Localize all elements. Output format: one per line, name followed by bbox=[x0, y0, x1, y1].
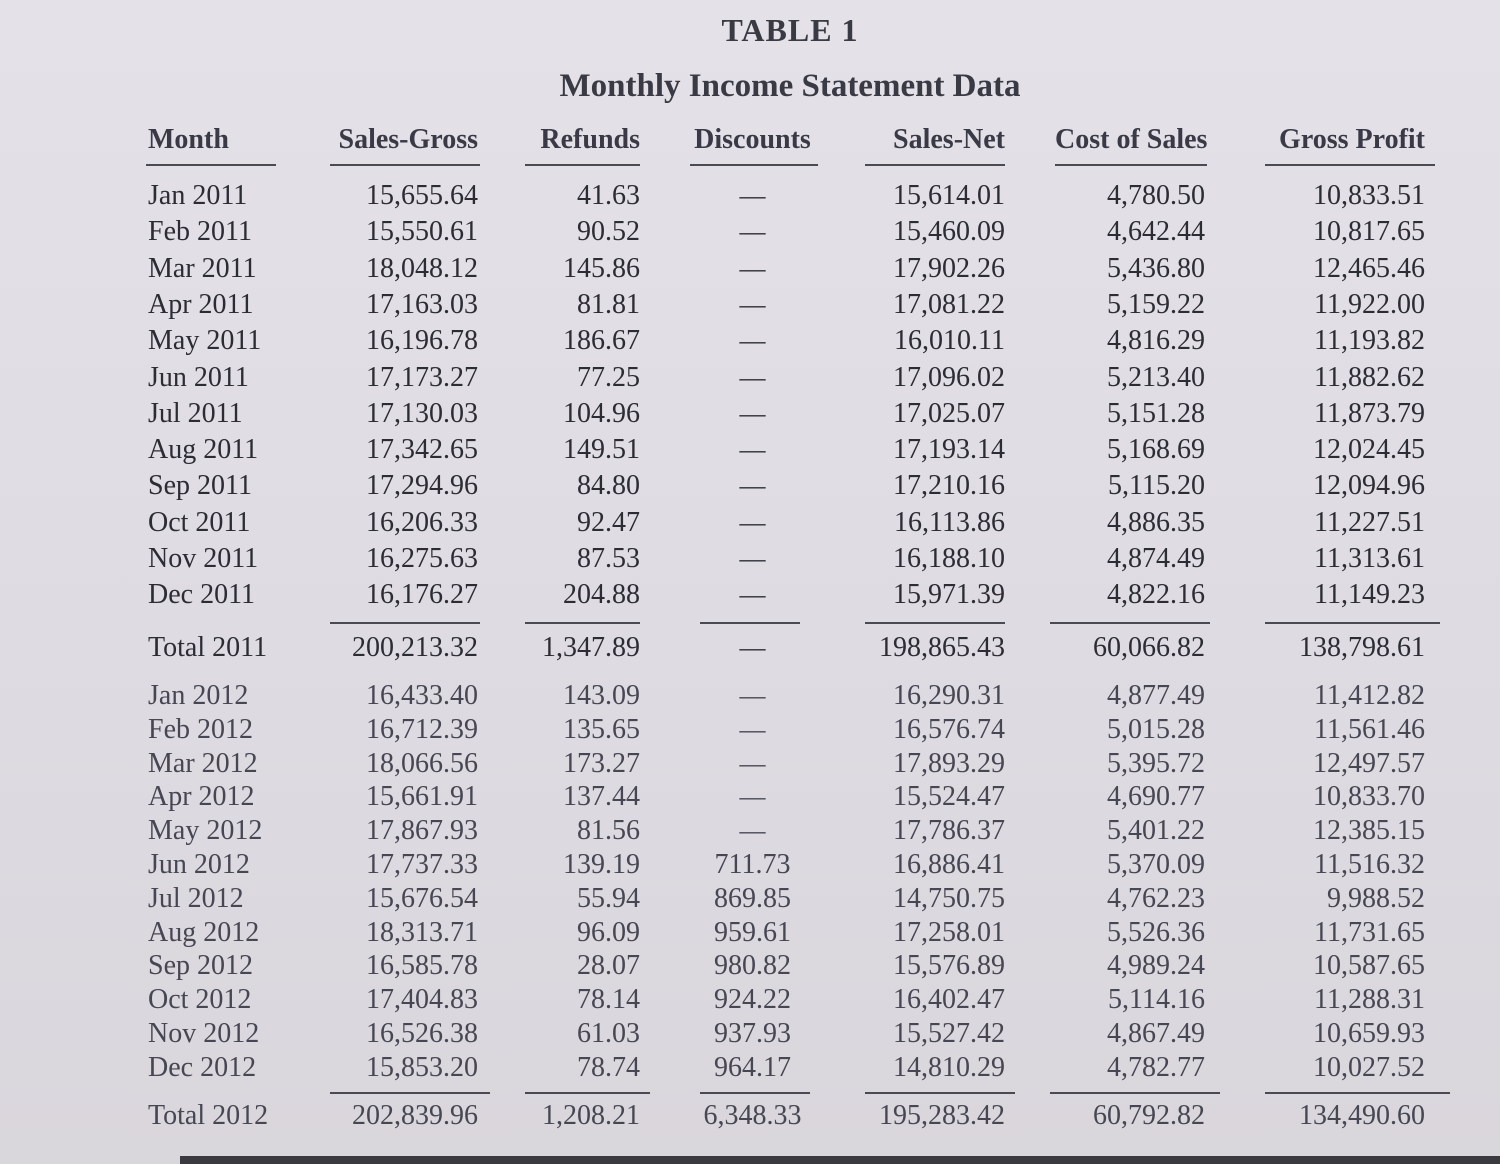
month-cell: Dec 2011 bbox=[148, 579, 256, 611]
sales-gross-cell: 18,066.56 bbox=[366, 747, 478, 779]
subtotal-rule-gross-profit bbox=[1265, 622, 1440, 624]
sales-net-cell: 15,971.39 bbox=[893, 579, 1005, 611]
sales-net-cell: 15,524.47 bbox=[893, 781, 1005, 813]
discounts-cell: — bbox=[739, 580, 766, 610]
sales-gross-cell: 17,130.03 bbox=[366, 397, 478, 429]
discounts-cell: 937.93 bbox=[714, 1018, 791, 1049]
sales-gross-cell: 18,048.12 bbox=[366, 252, 478, 284]
discounts-cell: — bbox=[739, 398, 766, 428]
sales-gross-cell: 17,737.33 bbox=[366, 849, 478, 880]
sales-gross-cell: 17,163.03 bbox=[366, 288, 478, 320]
sales-gross-cell: 16,712.39 bbox=[366, 713, 478, 745]
sales-net-cell: 17,786.37 bbox=[893, 815, 1005, 847]
month-cell: Jan 2011 bbox=[148, 180, 248, 211]
bottom-edge bbox=[180, 1156, 1500, 1164]
cost-of-sales-cell: 4,780.50 bbox=[1107, 180, 1205, 211]
sales-net-cell: 16,886.41 bbox=[893, 849, 1005, 880]
sales-net-cell: 16,113.86 bbox=[894, 506, 1005, 538]
gross-profit-cell: 11,922.00 bbox=[1314, 288, 1425, 320]
month-cell: Oct 2012 bbox=[148, 984, 252, 1016]
subtotal-rule-discounts bbox=[700, 622, 800, 624]
sales-net-cell: 17,081.22 bbox=[893, 288, 1005, 320]
subtotal-rule-sales-gross bbox=[330, 622, 480, 624]
sales-net-cell: 17,210.16 bbox=[893, 470, 1005, 502]
sales-gross-cell: 16,196.78 bbox=[366, 325, 478, 357]
refunds-cell: 137.44 bbox=[563, 781, 640, 813]
sales-gross-cell: 17,342.65 bbox=[366, 434, 478, 466]
total-rule-cost-of-sales bbox=[1050, 1092, 1220, 1094]
gross-profit-cell: 11,288.31 bbox=[1314, 984, 1425, 1016]
gross-profit-cell: 11,561.46 bbox=[1314, 713, 1425, 745]
discounts-cell: — bbox=[739, 471, 766, 501]
cost-of-sales-cell: 4,877.49 bbox=[1107, 680, 1205, 711]
cost-of-sales-cell: 4,816.29 bbox=[1107, 325, 1205, 357]
header-rule-gross-profit bbox=[1265, 164, 1435, 166]
refunds-cell: 104.96 bbox=[563, 397, 640, 429]
gross-profit-cell: 11,516.32 bbox=[1314, 849, 1425, 880]
sales-gross-cell: 15,661.91 bbox=[366, 781, 478, 813]
sales-gross-cell: 16,176.27 bbox=[366, 579, 478, 611]
sales-net-cell: 17,893.29 bbox=[893, 747, 1005, 779]
refunds-cell: 78.14 bbox=[577, 984, 640, 1016]
discounts-cell: — bbox=[739, 253, 766, 283]
refunds-cell: 135.65 bbox=[563, 713, 640, 745]
gross-profit-cell: 12,465.46 bbox=[1313, 252, 1425, 284]
month-cell: Oct 2011 bbox=[148, 506, 251, 538]
header-rule-discounts bbox=[690, 164, 818, 166]
cost-of-sales-cell: 5,114.16 bbox=[1108, 984, 1205, 1016]
gross-profit-cell: 11,412.82 bbox=[1314, 680, 1425, 711]
gross-profit-cell: 12,497.57 bbox=[1313, 747, 1425, 779]
cost-of-sales-cell: 4,989.24 bbox=[1107, 950, 1205, 982]
cost-of-sales-cell: 4,874.49 bbox=[1107, 543, 1205, 574]
sales-net-cell: 14,750.75 bbox=[893, 882, 1005, 914]
refunds-cell: 139.19 bbox=[563, 849, 640, 880]
cost-of-sales-cell: 4,867.49 bbox=[1107, 1018, 1205, 1049]
header-rule-sales-net bbox=[865, 164, 1005, 166]
month-cell: Mar 2012 bbox=[148, 747, 258, 779]
gross-profit-cell: 138,798.61 bbox=[1299, 632, 1425, 663]
gross-profit-cell: 11,873.79 bbox=[1314, 397, 1425, 429]
header-month: Month bbox=[148, 124, 229, 155]
refunds-cell: 81.81 bbox=[577, 288, 640, 320]
refunds-cell: 84.80 bbox=[577, 470, 640, 502]
discounts-cell: 980.82 bbox=[714, 950, 791, 982]
month-cell: Mar 2011 bbox=[148, 252, 257, 284]
gross-profit-cell: 10,027.52 bbox=[1313, 1051, 1425, 1083]
cost-of-sales-cell: 5,015.28 bbox=[1107, 713, 1205, 745]
gross-profit-cell: 12,094.96 bbox=[1313, 470, 1425, 502]
refunds-cell: 41.63 bbox=[577, 180, 640, 211]
sales-gross-cell: 18,313.71 bbox=[366, 916, 478, 948]
subtotal-rule-cost-of-sales bbox=[1050, 622, 1210, 624]
cost-of-sales-cell: 5,115.20 bbox=[1108, 470, 1205, 502]
sales-net-cell: 16,576.74 bbox=[893, 713, 1005, 745]
cost-of-sales-cell: 5,159.22 bbox=[1107, 288, 1205, 320]
cost-of-sales-cell: 4,822.16 bbox=[1107, 579, 1205, 611]
sales-net-cell: 16,010.11 bbox=[894, 325, 1005, 357]
sales-net-cell: 198,865.43 bbox=[879, 632, 1005, 663]
month-cell: Feb 2012 bbox=[148, 713, 253, 745]
sales-gross-cell: 15,676.54 bbox=[366, 882, 478, 914]
sales-net-cell: 16,188.10 bbox=[893, 543, 1005, 574]
month-cell: Aug 2012 bbox=[148, 916, 260, 948]
sales-gross-cell: 16,526.38 bbox=[366, 1018, 478, 1049]
refunds-cell: 1,347.89 bbox=[542, 632, 640, 663]
sales-net-cell: 17,025.07 bbox=[893, 397, 1005, 429]
cost-of-sales-cell: 5,151.28 bbox=[1107, 397, 1205, 429]
header-rule-sales-gross bbox=[330, 164, 480, 166]
cost-of-sales-cell: 5,395.72 bbox=[1107, 747, 1205, 779]
discounts-cell: 711.73 bbox=[714, 849, 791, 880]
total-rule-sales-gross bbox=[330, 1092, 490, 1094]
sales-net-cell: 14,810.29 bbox=[893, 1051, 1005, 1083]
month-cell: Jul 2011 bbox=[148, 397, 243, 429]
sales-net-cell: 17,902.26 bbox=[893, 252, 1005, 284]
refunds-cell: 1,208.21 bbox=[542, 1100, 640, 1131]
discounts-cell: — bbox=[739, 782, 766, 812]
sales-net-cell: 15,614.01 bbox=[893, 180, 1005, 211]
refunds-cell: 81.56 bbox=[577, 815, 640, 847]
sales-gross-cell: 16,433.40 bbox=[366, 680, 478, 711]
cost-of-sales-cell: 5,213.40 bbox=[1107, 361, 1205, 393]
sales-gross-cell: 17,294.96 bbox=[366, 470, 478, 502]
month-cell: Apr 2011 bbox=[148, 288, 254, 320]
sales-gross-cell: 200,213.32 bbox=[352, 632, 478, 663]
refunds-cell: 78.74 bbox=[577, 1051, 640, 1083]
refunds-cell: 149.51 bbox=[563, 434, 640, 466]
sales-net-cell: 195,283.42 bbox=[879, 1100, 1005, 1131]
month-cell: Aug 2011 bbox=[148, 434, 259, 466]
cost-of-sales-cell: 5,526.36 bbox=[1107, 916, 1205, 948]
subtotal-rule-sales-net bbox=[865, 622, 1005, 624]
gross-profit-cell: 11,149.23 bbox=[1314, 579, 1425, 611]
header-sales-gross: Sales-Gross bbox=[338, 124, 478, 155]
month-cell: Total 2012 bbox=[148, 1100, 269, 1131]
sales-net-cell: 17,096.02 bbox=[893, 361, 1005, 393]
header-rule-cost-of-sales bbox=[1055, 164, 1207, 166]
sales-net-cell: 15,460.09 bbox=[893, 216, 1005, 248]
month-cell: Dec 2012 bbox=[148, 1051, 257, 1083]
gross-profit-cell: 11,882.62 bbox=[1314, 361, 1425, 393]
gross-profit-cell: 11,313.61 bbox=[1314, 543, 1425, 574]
cost-of-sales-cell: 4,762.23 bbox=[1107, 882, 1205, 914]
refunds-cell: 61.03 bbox=[577, 1018, 640, 1049]
gross-profit-cell: 10,659.93 bbox=[1313, 1018, 1425, 1049]
gross-profit-cell: 10,817.65 bbox=[1313, 216, 1425, 248]
month-cell: Jan 2012 bbox=[148, 680, 249, 711]
month-cell: Nov 2011 bbox=[148, 543, 259, 574]
refunds-cell: 55.94 bbox=[577, 882, 640, 914]
header-sales-net: Sales-Net bbox=[893, 124, 1005, 155]
month-cell: Jul 2012 bbox=[148, 882, 244, 914]
sales-gross-cell: 17,867.93 bbox=[366, 815, 478, 847]
discounts-cell: 869.85 bbox=[714, 882, 791, 914]
refunds-cell: 77.25 bbox=[577, 361, 640, 393]
sales-gross-cell: 15,550.61 bbox=[366, 216, 478, 248]
discounts-cell: — bbox=[739, 816, 766, 846]
sales-net-cell: 16,402.47 bbox=[893, 984, 1005, 1016]
gross-profit-cell: 11,731.65 bbox=[1314, 916, 1425, 948]
total-rule-discounts bbox=[700, 1092, 810, 1094]
month-cell: Jun 2012 bbox=[148, 849, 250, 880]
month-cell: May 2012 bbox=[148, 815, 263, 847]
sales-gross-cell: 202,839.96 bbox=[352, 1100, 478, 1131]
refunds-cell: 87.53 bbox=[577, 543, 640, 574]
month-cell: Feb 2011 bbox=[148, 216, 252, 248]
gross-profit-cell: 10,833.70 bbox=[1313, 781, 1425, 813]
discounts-cell: — bbox=[739, 289, 766, 319]
month-cell: Sep 2012 bbox=[148, 950, 253, 982]
gross-profit-cell: 134,490.60 bbox=[1299, 1100, 1425, 1131]
sales-net-cell: 17,258.01 bbox=[893, 916, 1005, 948]
sales-gross-cell: 15,853.20 bbox=[366, 1051, 478, 1083]
month-cell: May 2011 bbox=[148, 325, 262, 357]
header-rule-refunds bbox=[525, 164, 640, 166]
header-cost-of-sales: Cost of Sales bbox=[1055, 124, 1208, 155]
refunds-cell: 145.86 bbox=[563, 252, 640, 284]
discounts-cell: — bbox=[739, 681, 766, 710]
month-cell: Apr 2012 bbox=[148, 781, 255, 813]
discounts-cell: — bbox=[739, 633, 766, 662]
discounts-cell: — bbox=[739, 714, 766, 744]
gross-profit-cell: 9,988.52 bbox=[1327, 882, 1425, 914]
cost-of-sales-cell: 60,792.82 bbox=[1093, 1100, 1205, 1131]
refunds-cell: 143.09 bbox=[563, 680, 640, 711]
sales-gross-cell: 17,173.27 bbox=[366, 361, 478, 393]
sales-net-cell: 17,193.14 bbox=[893, 434, 1005, 466]
refunds-cell: 186.67 bbox=[563, 325, 640, 357]
cost-of-sales-cell: 5,168.69 bbox=[1107, 434, 1205, 466]
sales-gross-cell: 16,275.63 bbox=[366, 543, 478, 574]
cost-of-sales-cell: 60,066.82 bbox=[1093, 632, 1205, 663]
cost-of-sales-cell: 4,886.35 bbox=[1107, 506, 1205, 538]
cost-of-sales-cell: 4,642.44 bbox=[1107, 216, 1205, 248]
sales-gross-cell: 15,655.64 bbox=[366, 180, 478, 211]
discounts-cell: — bbox=[739, 181, 766, 210]
discounts-cell: 964.17 bbox=[714, 1051, 791, 1083]
discounts-cell: — bbox=[739, 326, 766, 356]
gross-profit-cell: 11,193.82 bbox=[1314, 325, 1425, 357]
sales-gross-cell: 17,404.83 bbox=[366, 984, 478, 1016]
header-rule-month bbox=[146, 164, 276, 166]
refunds-cell: 90.52 bbox=[577, 216, 640, 248]
sales-gross-cell: 16,585.78 bbox=[366, 950, 478, 982]
gross-profit-cell: 10,833.51 bbox=[1313, 180, 1425, 211]
gross-profit-cell: 11,227.51 bbox=[1314, 506, 1425, 538]
subtotal-rule-refunds bbox=[525, 622, 640, 624]
total-rule-refunds bbox=[525, 1092, 650, 1094]
discounts-cell: — bbox=[739, 748, 766, 778]
month-cell: Total 2011 bbox=[148, 632, 268, 663]
month-cell: Sep 2011 bbox=[148, 470, 252, 502]
discounts-cell: — bbox=[739, 435, 766, 465]
cost-of-sales-cell: 4,782.77 bbox=[1107, 1051, 1205, 1083]
gross-profit-cell: 12,385.15 bbox=[1313, 815, 1425, 847]
table-label: TABLE 1 bbox=[721, 12, 859, 48]
header-discounts: Discounts bbox=[694, 124, 811, 155]
month-cell: Nov 2012 bbox=[148, 1018, 260, 1049]
refunds-cell: 173.27 bbox=[563, 747, 640, 779]
refunds-cell: 204.88 bbox=[563, 579, 640, 611]
discounts-cell: 6,348.33 bbox=[703, 1100, 802, 1131]
sales-net-cell: 15,576.89 bbox=[893, 950, 1005, 982]
total-rule-gross-profit bbox=[1265, 1092, 1450, 1094]
table-title: Monthly Income Statement Data bbox=[559, 68, 1021, 104]
refunds-cell: 28.07 bbox=[577, 950, 640, 982]
total-rule-sales-net bbox=[865, 1092, 1015, 1094]
gross-profit-cell: 12,024.45 bbox=[1313, 434, 1425, 466]
refunds-cell: 96.09 bbox=[577, 916, 640, 948]
cost-of-sales-cell: 4,690.77 bbox=[1107, 781, 1205, 813]
sales-net-cell: 16,290.31 bbox=[893, 680, 1005, 711]
cost-of-sales-cell: 5,370.09 bbox=[1107, 849, 1205, 880]
sales-gross-cell: 16,206.33 bbox=[366, 506, 478, 538]
cost-of-sales-cell: 5,401.22 bbox=[1107, 815, 1205, 847]
discounts-cell: — bbox=[739, 544, 766, 573]
cost-of-sales-cell: 5,436.80 bbox=[1107, 252, 1205, 284]
refunds-cell: 92.47 bbox=[577, 506, 640, 538]
header-refunds: Refunds bbox=[540, 124, 640, 155]
discounts-cell: 959.61 bbox=[714, 916, 791, 948]
discounts-cell: — bbox=[739, 362, 766, 392]
month-cell: Jun 2011 bbox=[148, 361, 249, 393]
discounts-cell: — bbox=[739, 507, 766, 537]
discounts-cell: — bbox=[739, 217, 766, 247]
gross-profit-cell: 10,587.65 bbox=[1313, 950, 1425, 982]
sales-net-cell: 15,527.42 bbox=[893, 1018, 1005, 1049]
header-gross-profit: Gross Profit bbox=[1279, 124, 1425, 155]
discounts-cell: 924.22 bbox=[714, 984, 791, 1016]
